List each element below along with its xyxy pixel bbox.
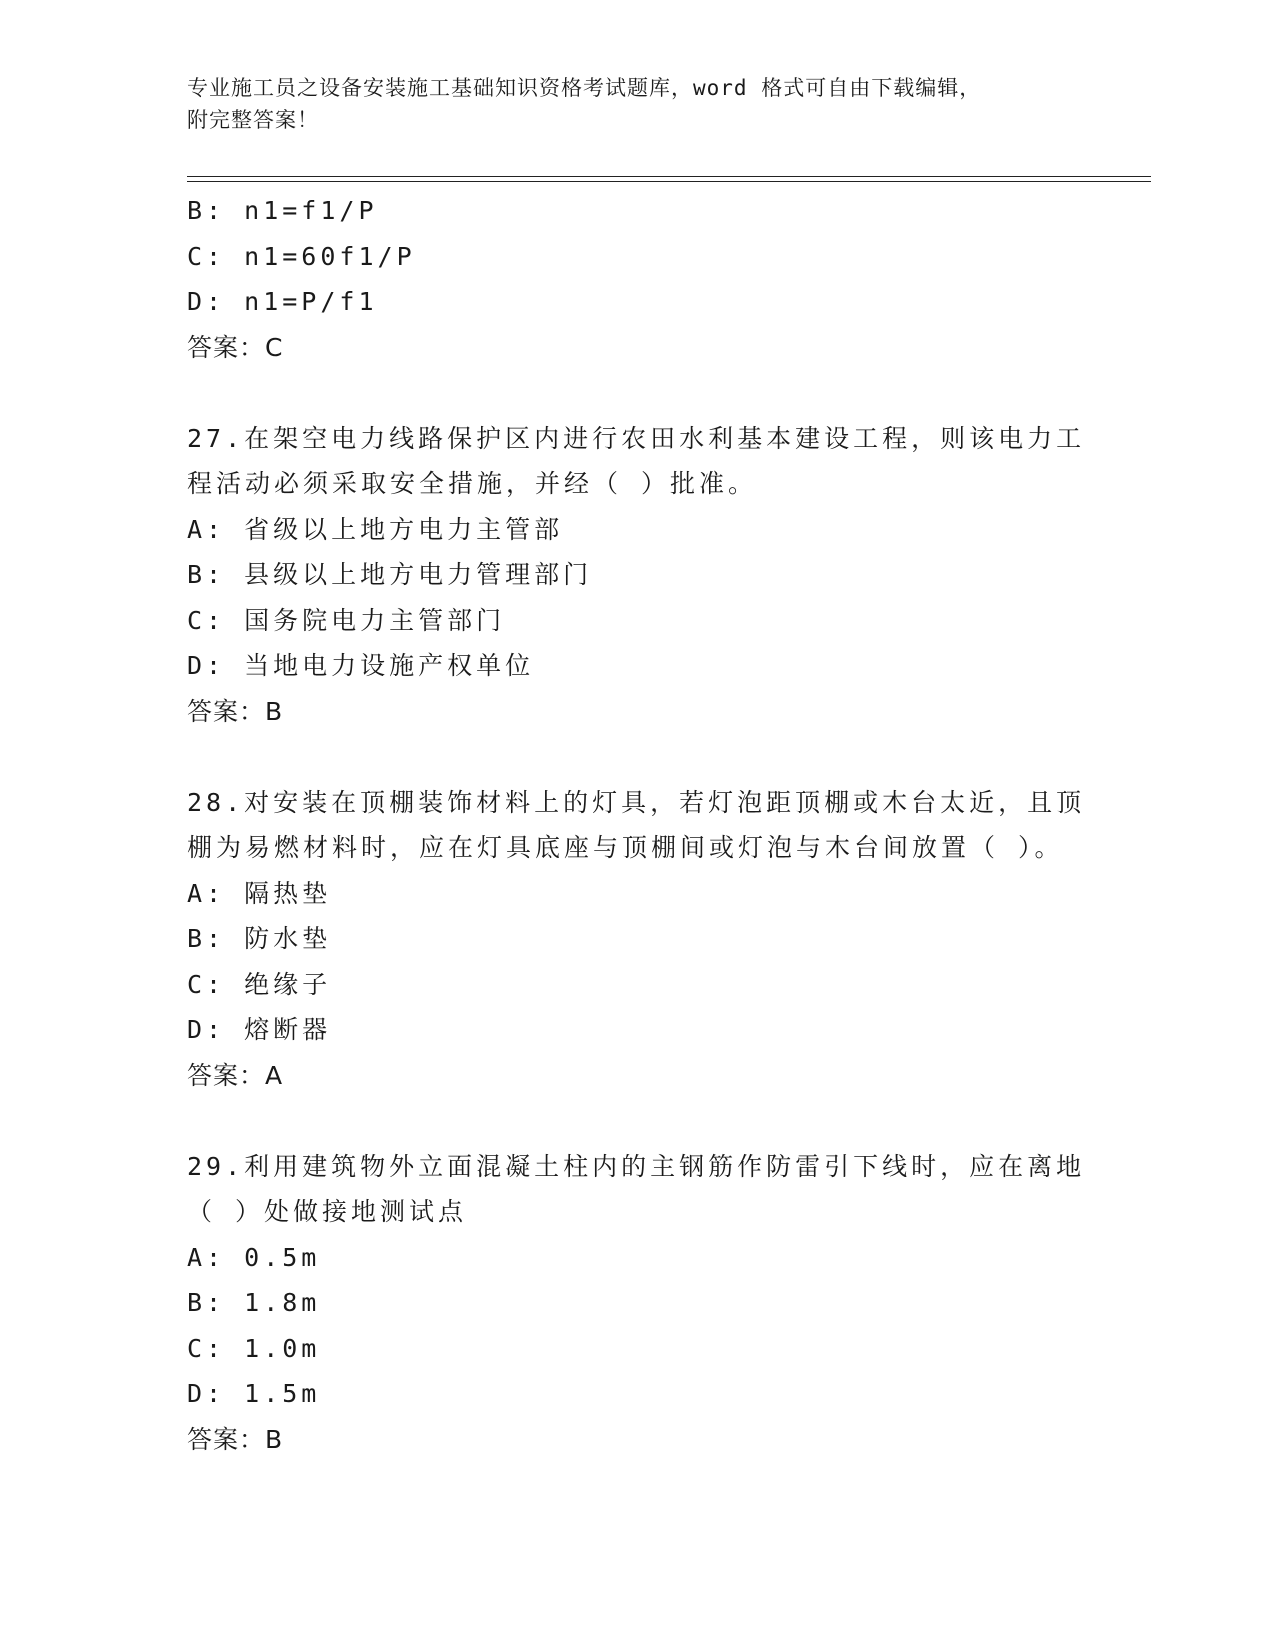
answer-line: 答案：B <box>187 696 284 726</box>
option-d: D: n1=P/f1 <box>187 287 378 316</box>
header-divider-bottom <box>187 181 1151 182</box>
option-a: A: 隔热垫 <box>187 878 332 908</box>
question-text-line: 27.在架空电力线路保护区内进行农田水利基本建设工程，则该电力工 <box>187 423 1086 453</box>
spacer <box>187 370 1087 416</box>
option-a: A: 省级以上地方电力主管部 <box>187 514 564 544</box>
header-line-2: 附完整答案！ <box>187 108 319 132</box>
spacer <box>187 1098 1087 1144</box>
option-b: B: 1.8m <box>187 1288 321 1317</box>
question-text-line: 28.对安装在顶棚装饰材料上的灯具，若灯泡距顶棚或木台太近，且顶 <box>187 787 1086 817</box>
option-b: B: 县级以上地方电力管理部门 <box>187 560 593 589</box>
option-b: B: n1=f1/P <box>187 196 378 225</box>
question-29 <box>187 1144 1087 1463</box>
option-c: C: n1=60f1/P <box>187 241 416 271</box>
answer-line: 答案：A <box>187 1060 284 1090</box>
question-28 <box>187 780 1087 1099</box>
answer-line: 答案：B <box>187 1424 284 1454</box>
question-26-partial <box>187 188 1087 370</box>
option-d: D: 熔断器 <box>187 1015 332 1044</box>
document-body <box>187 188 1087 1462</box>
header-divider-top <box>187 176 1151 177</box>
option-d: D: 1.5m <box>187 1379 321 1408</box>
answer-line: 答案：C <box>187 332 284 362</box>
question-text-line: 程活动必须采取安全措施，并经（ ）批准。 <box>187 469 758 498</box>
spacer <box>187 734 1087 780</box>
option-a: A: 0.5m <box>187 1242 321 1272</box>
header-line-1: 专业施工员之设备安装施工基础知识资格考试题库，word 格式可自由下载编辑， <box>187 76 982 100</box>
question-text-line: 29.利用建筑物外立面混凝土柱内的主钢筋作防雷引下线时，应在离地 <box>187 1151 1086 1181</box>
option-c: C: 绝缘子 <box>187 969 332 999</box>
option-d: D: 当地电力设施产权单位 <box>187 651 535 680</box>
option-c: C: 1.0m <box>187 1333 321 1363</box>
question-27 <box>187 416 1087 735</box>
document-header <box>187 72 1087 136</box>
question-text-line: 棚为易燃材料时，应在灯具底座与顶棚间或灯泡与木台间放置（ ）。 <box>187 833 1064 862</box>
question-text-line: （ ）处做接地测试点 <box>187 1197 468 1226</box>
option-b: B: 防水垫 <box>187 924 332 953</box>
option-c: C: 国务院电力主管部门 <box>187 605 506 635</box>
